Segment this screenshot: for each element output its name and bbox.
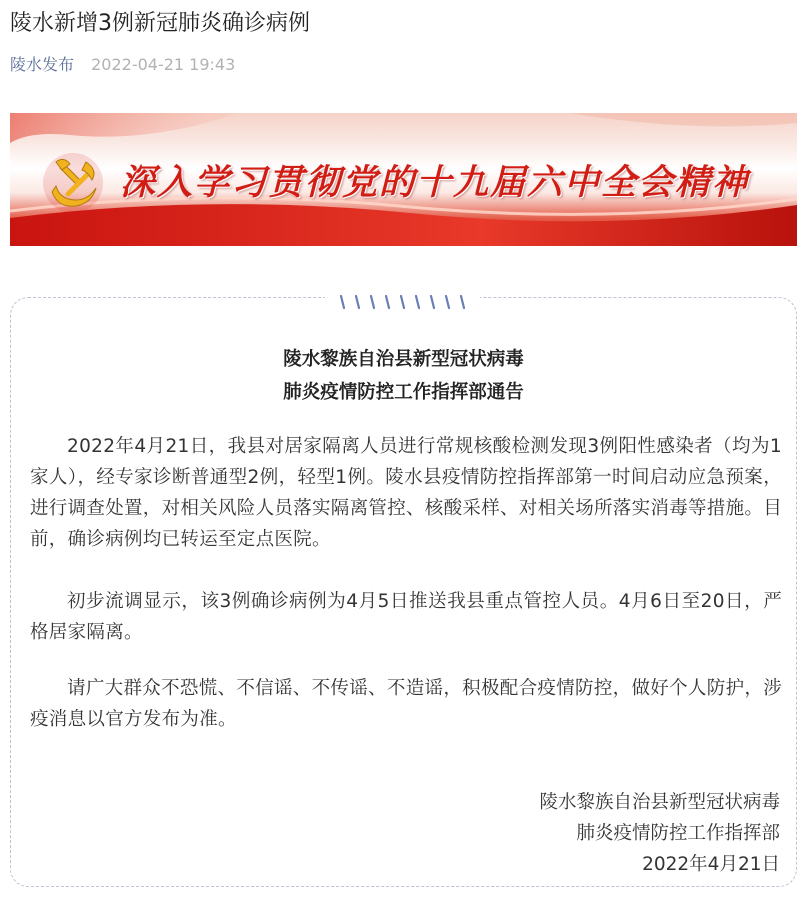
notice-paragraph-2: 初步流调显示，该3例确诊病例为4月5日推送我县重点管控人员。4月6日至20日，严格居家隔离。 <box>30 591 782 643</box>
notice-title-line1: 陵水黎族自治县新型冠状病毒 <box>283 349 524 370</box>
article-meta <box>10 52 235 75</box>
notice-paragraph-1: 2022年4月21日，我县对居家隔离人员进行常规核酸检测发现3例阳性感染者（均为1家人），经专家诊断普通型2例，轻型1例。陵水县疫情防控指挥部第一时间启动应急预案，进行调查处置，对相关风险人员落实隔离管控、核酸采样、对相关场所落实消毒等措施。目前，确诊病例均已转运至定点医院。 <box>30 436 783 550</box>
party-emblem-icon <box>38 148 108 218</box>
banner-slogan: 深入学习贯彻党的十九届六中全会精神 <box>120 163 750 203</box>
article-title: 陵水新增3例新冠肺炎确诊病例 <box>10 11 310 36</box>
signature-line1: 陵水黎族自治县新型冠状病毒 <box>539 792 780 813</box>
slogan-banner <box>10 113 797 246</box>
notice-paragraph-3: 请广大群众不恐慌、不信谣、不传谣、不造谣，积极配合疫情防控，做好个人防护，涉疫消息以官方发布为准。 <box>30 678 782 730</box>
publish-date: 2022-04-21 19:43 <box>91 55 236 74</box>
source-account-link[interactable]: 陵水发布 <box>10 55 75 74</box>
card-tick-decoration <box>325 291 480 315</box>
signature-line2: 肺炎疫情防控工作指挥部 <box>576 823 780 844</box>
notice-title-line2: 肺炎疫情防控工作指挥部通告 <box>283 382 524 403</box>
signature-date: 2022年4月21日 <box>642 854 780 875</box>
